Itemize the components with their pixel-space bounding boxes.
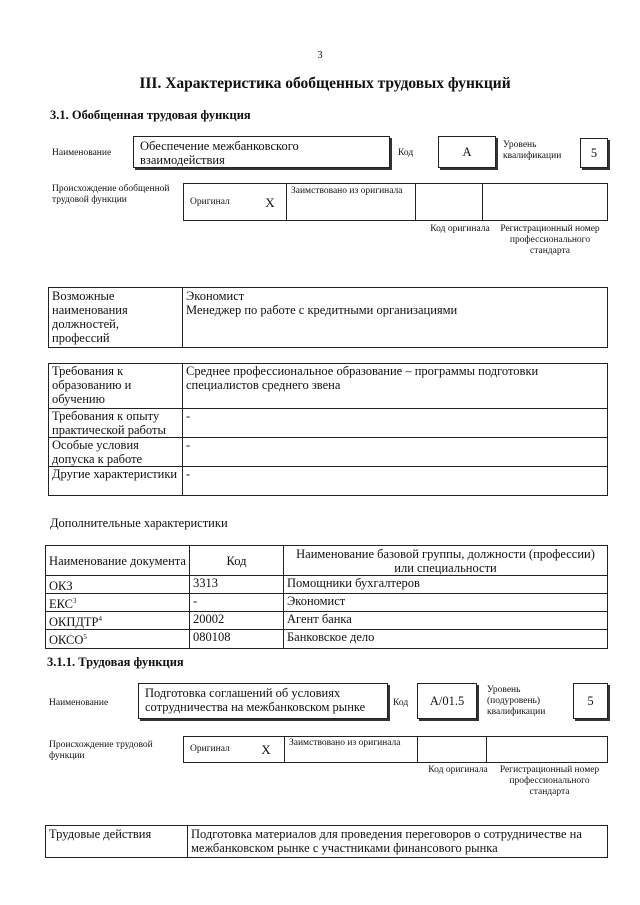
gtf-name-label: Наименование — [52, 148, 112, 158]
requirement-label: Требования к опыту практической работы — [49, 409, 183, 438]
doc-name: ОКСО — [49, 633, 84, 648]
tf-code-value: А/01.5 — [429, 694, 465, 708]
tf-original-mark: X — [248, 737, 285, 763]
gtf-code-original-label: Код оригинала — [430, 224, 490, 234]
requirement-label: Особые условия допуска к работе — [49, 438, 183, 467]
doc-title: Банковское дело — [284, 630, 608, 648]
gtf-origin-table — [183, 183, 608, 221]
labor-actions-label: Трудовые действия — [46, 826, 188, 858]
gtf-level-value: 5 — [590, 146, 598, 160]
requirement-value: - — [183, 409, 608, 438]
gtf-name-value: Обеспечение межбанковского взаимодействия — [140, 139, 299, 167]
doc-code: 080108 — [190, 630, 284, 648]
requirement-value: - — [183, 467, 608, 496]
requirement-value: Среднее профессиональное образование – программы подготовки специалистов среднего звена — [183, 364, 608, 409]
doc-name: ОКЗ — [49, 579, 73, 594]
doc-name: ОКПДТР — [49, 615, 99, 630]
tf-original-label: Оригинал — [184, 737, 249, 763]
additional-header: Наименование базовой группы, должности (профессии) или специальности — [284, 546, 608, 576]
table-row — [46, 576, 608, 594]
gtf-original-mark: X — [254, 184, 287, 221]
gtf-heading: 3.1. Обобщенная трудовая функция — [50, 108, 251, 122]
gtf-level-label: Уровень квалификации — [503, 140, 562, 161]
doc-footnote: 5 — [83, 633, 87, 642]
tf-code-original-label: Код оригинала — [428, 765, 488, 775]
tf-heading: 3.1.1. Трудовая функция — [47, 655, 184, 669]
requirement-label: Требования к образованию и обучению — [49, 364, 183, 409]
requirements-table — [48, 363, 608, 496]
labor-actions-table — [45, 825, 608, 858]
doc-code: 3313 — [190, 576, 284, 594]
doc-title: Экономист — [284, 594, 608, 612]
requirement-value: - — [183, 438, 608, 467]
additional-header: Код — [190, 546, 284, 576]
gtf-origin-label: Происхождение обобщенной трудовой функции — [52, 184, 170, 205]
tf-level-value: 5 — [587, 694, 594, 708]
table-row — [46, 594, 608, 612]
tf-code-label: Код — [393, 698, 409, 708]
gtf-reg-number-cell — [483, 184, 608, 221]
gtf-borrowed-label: Заимствовано из оригинала — [287, 184, 416, 221]
position-item: Менеджер по работе с кредитными организациями — [186, 303, 458, 317]
positions-table — [48, 287, 608, 348]
table-row — [46, 612, 608, 630]
gtf-level-field — [580, 138, 608, 168]
doc-title: Агент банка — [284, 612, 608, 630]
tf-origin-label: Происхождение трудовой функции — [49, 740, 153, 761]
additional-header: Наименование документа — [46, 546, 190, 576]
tf-name-label: Наименование — [49, 698, 109, 708]
page-number: 3 — [317, 50, 323, 61]
tf-code-field — [417, 683, 477, 719]
additional-table — [45, 545, 608, 649]
tf-origin-table — [183, 736, 608, 763]
tf-name-field — [138, 683, 388, 719]
gtf-code-label: Код — [398, 148, 414, 158]
positions-label: Возможные наименования должностей, профессий — [49, 288, 183, 348]
tf-level-label: Уровень (подуровень) квалификации — [487, 685, 546, 717]
gtf-original-label: Оригинал — [184, 184, 255, 221]
gtf-code-field — [438, 136, 496, 168]
gtf-code-value: А — [462, 145, 472, 159]
tf-reg-number-cell — [487, 737, 608, 763]
tf-name-value: Подготовка соглашений об условиях сотрудничества на межбанковском рынке — [145, 686, 366, 714]
additional-heading: Дополнительные характеристики — [50, 516, 228, 530]
position-item: Экономист — [186, 289, 245, 303]
labor-actions-value: Подготовка материалов для проведения переговоров о сотрудничестве на межбанковском рынке с участниками финансового рынка — [188, 826, 608, 858]
tf-reg-number-label: Регистрационный номер профессионального стандарта — [499, 765, 600, 797]
doc-title: Помощники бухгалтеров — [284, 576, 608, 594]
tf-code-original-cell — [418, 737, 487, 763]
doc-footnote: 4 — [98, 615, 103, 624]
requirement-label: Другие характеристики — [49, 467, 183, 496]
doc-code: 20002 — [190, 612, 284, 630]
gtf-code-original-cell — [416, 184, 483, 221]
doc-footnote: 3 — [73, 597, 77, 606]
gtf-reg-number-label: Регистрационный номер профессионального стандарта — [500, 224, 600, 256]
gtf-name-field — [133, 136, 390, 168]
table-row — [46, 630, 608, 648]
tf-borrowed-label: Заимствовано из оригинала — [285, 737, 418, 763]
doc-code: - — [190, 594, 284, 612]
doc-name: ЕКС — [49, 597, 73, 612]
section-title: III. Характеристика обобщенных трудовых функций — [139, 75, 511, 92]
tf-level-field — [573, 683, 608, 719]
